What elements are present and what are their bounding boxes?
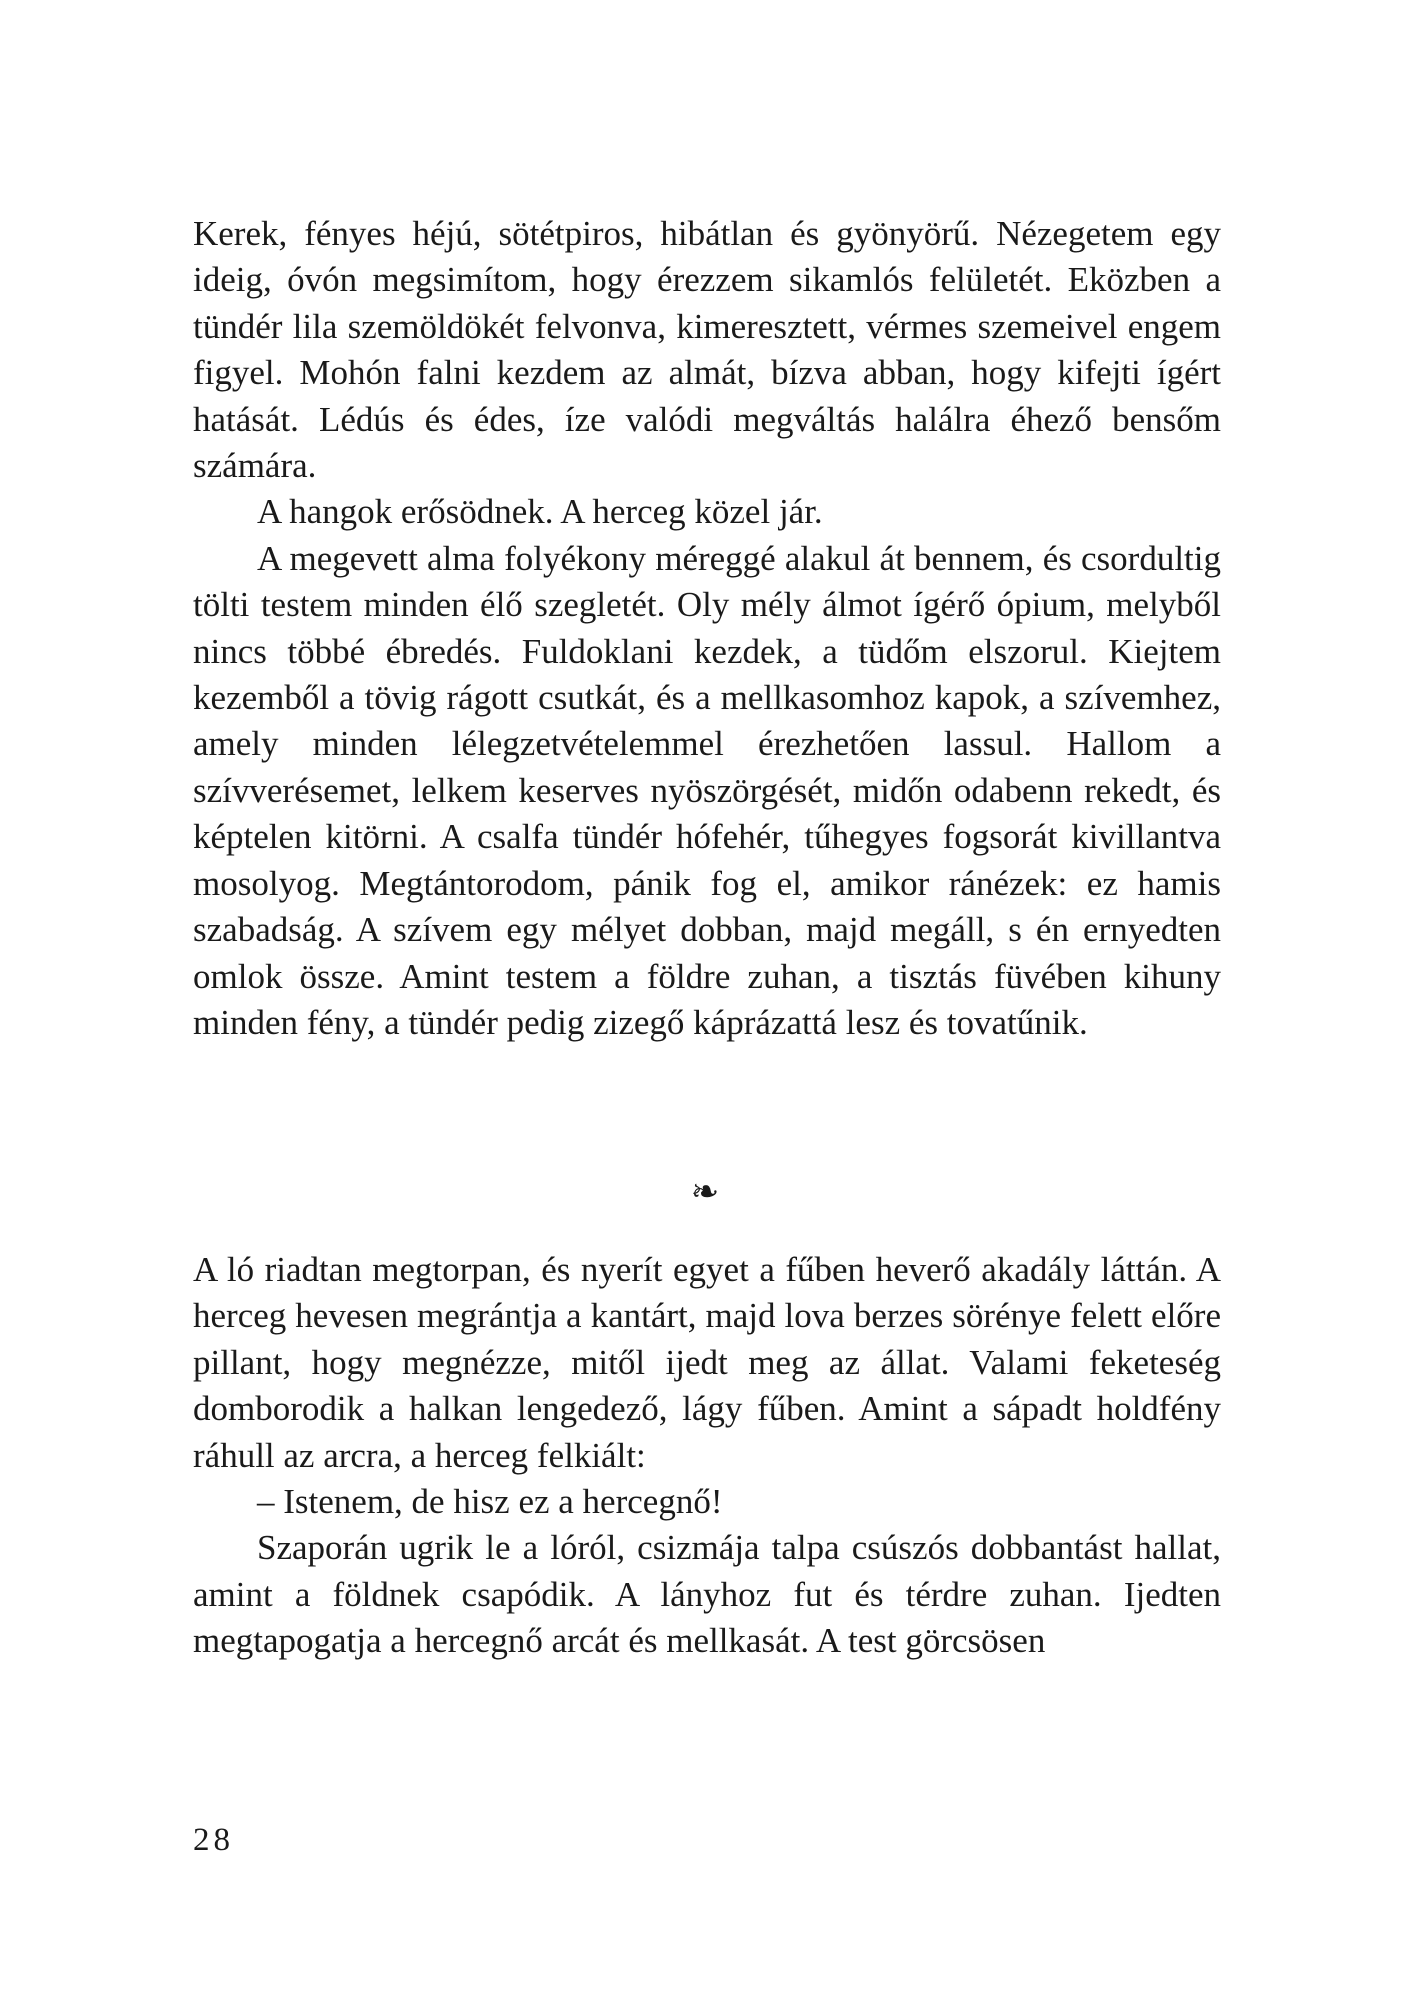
paragraph: Kerek, fényes héjú, sötétpiros, hibátlan és gyönyörű. Nézegetem egy ideig, óvón megsimítom, hogy érezzem sikamlós felületét. Eközben a tündér lila szemöldökét felvonva, kimeresztett, vérmes szemeivel engem figyel. Mohón falni kezdem az almát, bízva abban, hogy kifejti ígért hatását. Lédús és édes, íze valódi megváltás halálra éhező bensőm számára. xyxy=(193,214,1221,486)
section-divider-ornament-icon: ❧ xyxy=(690,1172,720,1212)
paragraph: – Istenem, de hisz ez a hercegnő! xyxy=(257,1482,723,1522)
paragraph: Szaporán ugrik le a lóról, csizmája talpa csúszós dobbantást hallat, amint a földnek csapódik. A lányhoz fut és térdre zuhan. Ijedten megtapogatja a hercegnő arcát és mellkasát. A test görcsösen xyxy=(193,1528,1221,1661)
page-number: 28 xyxy=(193,1822,234,1858)
paragraph: A hangok erősödnek. A herceg közel jár. xyxy=(257,492,823,532)
text-section-1 xyxy=(193,211,1221,1046)
text-section-2 xyxy=(193,1247,1221,1665)
paragraph: A ló riadtan megtorpan, és nyerít egyet a fűben heverő akadály láttán. A herceg hevesen megrántja a kantárt, majd lova berzes sörénye felett előre pillant, hogy megnézze, mitől ijedt meg az állat. Valami feketeség domborodik a halkan lengedező, lágy fűben. Amint a sápadt holdfény ráhull az arcra, a herceg felkiált: xyxy=(193,1250,1221,1475)
paragraph: A megevett alma folyékony méreggé alakul át bennem, és csordultig tölti testem minden élő szegletét. Oly mély álmot ígérő ópium, melyből nincs többé ébredés. Fuldoklani kezdek, a tüdőm elszorul. Kiejtem kezemből a tövig rágott csutkát, és a mellkasomhoz kapok, a szívemhez, amely minden lélegzetvételemmel érezhetően lassul. Hallom a szívverésemet, lelkem keserves nyöszörgését, midőn odabenn rekedt, és képtelen kitörni. A csalfa tündér hófehér, tűhegyes fogsorát kivillantva mosolyog. Megtántorodom, pánik fog el, amikor ránézek: ez hamis szabadság. A szívem egy mélyet dobban, majd megáll, s én ernyedten omlok össze. Amint testem a földre zuhan, a tisztás füvében kihuny minden fény, a tündér pedig zizegő káprázattá lesz és tovatűnik. xyxy=(193,538,1221,1042)
